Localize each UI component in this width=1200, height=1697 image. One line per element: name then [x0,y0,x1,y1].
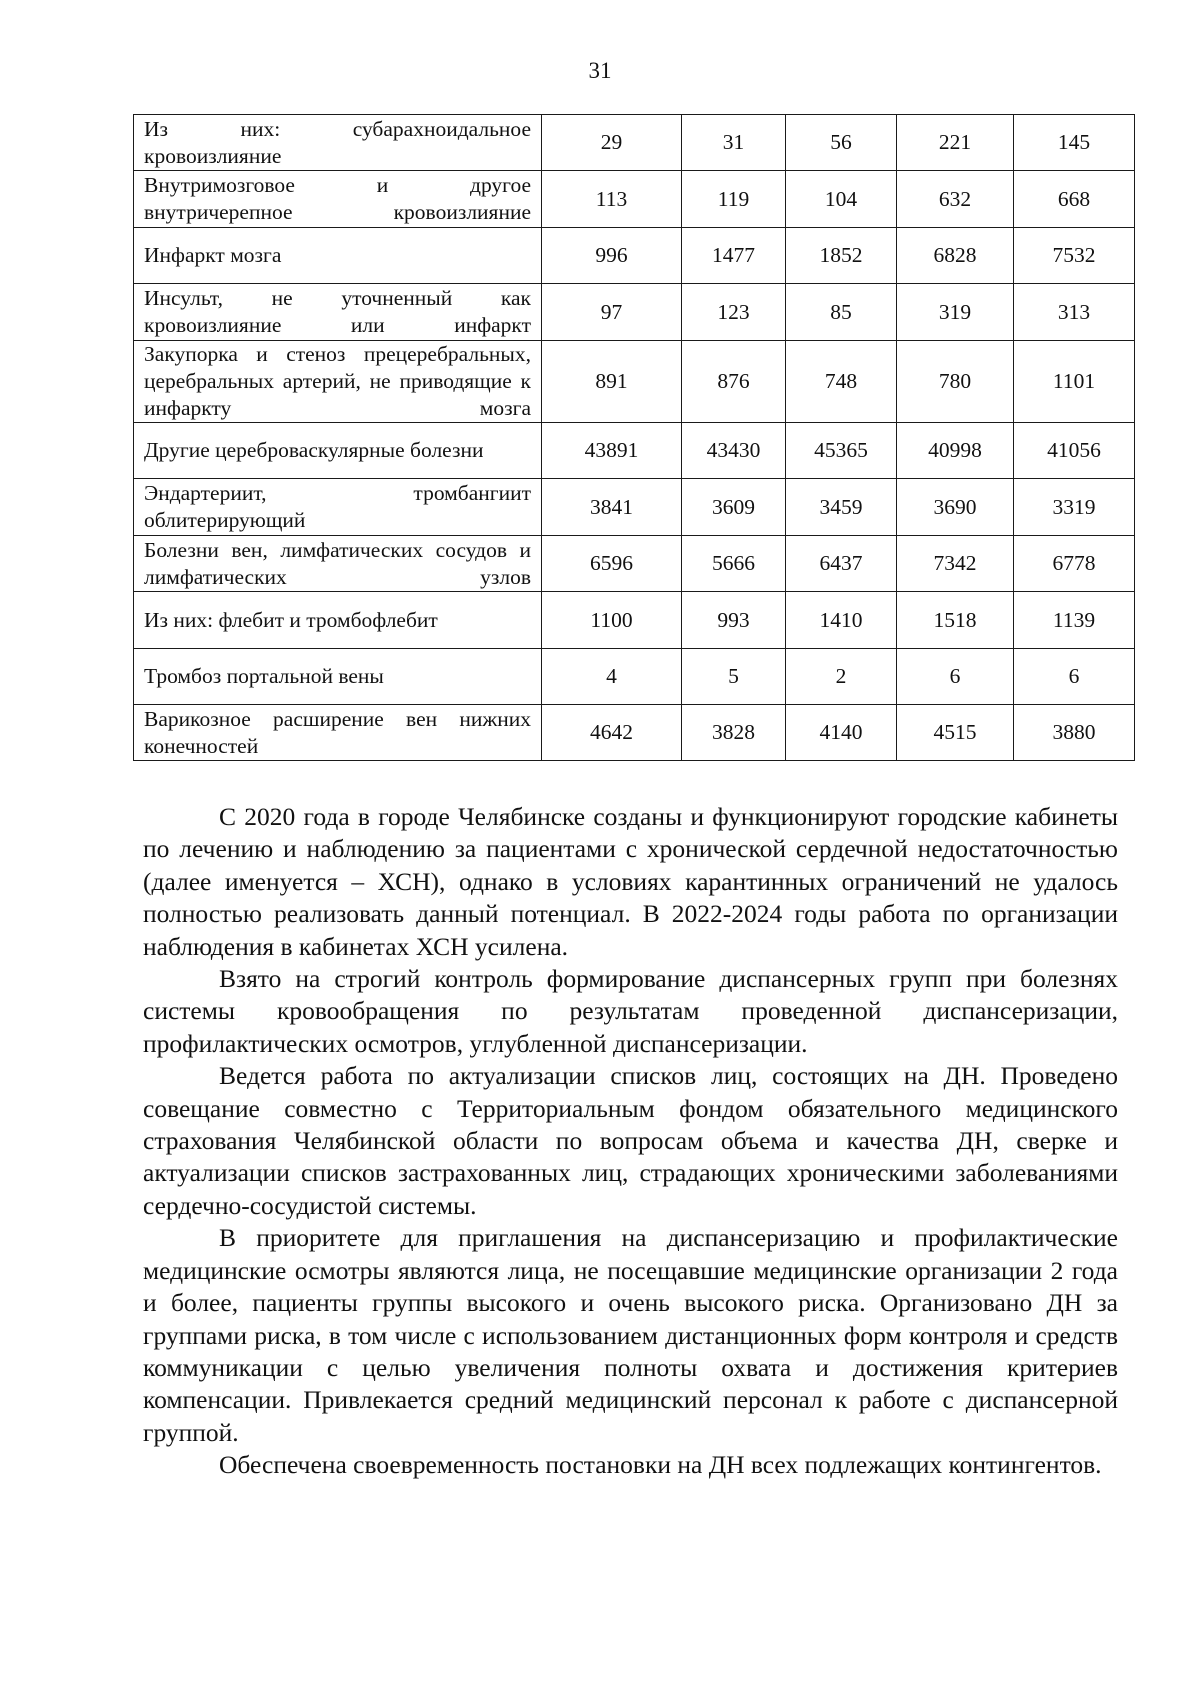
row-value: 313 [1014,284,1135,341]
row-value: 1101 [1014,341,1135,423]
row-value: 668 [1014,171,1135,228]
paragraph: Ведется работа по актуализации списков лиц, состоящих на ДН. Проведено совещание совместно с Территориальным фондом обязательного медицинского страхования Челябинской области по вопросам объема и качества ДН, сверке и актуализации списков застрахованных лиц, страдающих хроническими заболеваниями сердечно-сосудистой системы. [143,1061,1118,1220]
row-label: Из них: субарахноидальное кровоизлияние [134,115,542,171]
row-label: Тромбоз портальной вены [134,649,542,705]
row-value: 97 [542,284,682,341]
row-value: 3880 [1014,705,1135,761]
row-value: 4515 [897,705,1014,761]
row-value: 1410 [786,592,897,649]
row-label: Болезни вен, лимфатических сосудов и лимфатических узлов [134,536,542,592]
row-value: 6 [1014,649,1135,705]
row-value: 5 [682,649,786,705]
row-value: 6778 [1014,536,1135,592]
row-value: 4140 [786,705,897,761]
row-label: Из них: флебит и тромбофлебит [134,592,542,649]
row-label: Другие цереброваскулярные болезни [134,423,542,479]
table-row [134,649,1135,705]
row-value: 3609 [682,479,786,536]
row-value: 3459 [786,479,897,536]
table-row [134,284,1135,341]
table-row [134,705,1135,761]
row-value: 221 [897,115,1014,171]
table-row [134,423,1135,479]
statistics-table [133,114,1135,761]
table-body [134,115,1135,761]
row-value: 113 [542,171,682,228]
row-value: 319 [897,284,1014,341]
row-value: 5666 [682,536,786,592]
row-value: 56 [786,115,897,171]
row-value: 4 [542,649,682,705]
paragraph: С 2020 года в городе Челябинске созданы и функционируют городские кабинеты по лечению и наблюдению за пациентами с хронической сердечной недостаточностью (далее именуется – ХСН), однако в условиях карантинных ограничений не удалось полностью реализовать данный потенциал. В 2022-2024 годы работа по организации наблюдения в кабинетах ХСН усилена. [143,802,1118,961]
row-value: 3319 [1014,479,1135,536]
row-label: Инсульт, не уточненный как кровоизлияние или инфаркт [134,284,542,341]
row-value: 876 [682,341,786,423]
row-value: 1100 [542,592,682,649]
row-value: 3828 [682,705,786,761]
table-row [134,536,1135,592]
paragraph: Обеспечена своевременность постановки на ДН всех подлежащих контингентов. [219,1450,1102,1480]
row-value: 1477 [682,228,786,284]
row-value: 1852 [786,228,897,284]
row-value: 1139 [1014,592,1135,649]
row-value: 43430 [682,423,786,479]
row-value: 6828 [897,228,1014,284]
row-label: Варикозное расширение вен нижних конечностей [134,705,542,761]
row-value: 993 [682,592,786,649]
row-value: 3841 [542,479,682,536]
table-row [134,592,1135,649]
row-value: 6 [897,649,1014,705]
paragraph: В приоритете для приглашения на диспансеризацию и профилактические медицинские осмотры являются лица, не посещавшие медицинские организации 2 года и более, пациенты группы высокого и очень высокого риска. Организовано ДН за группами риска, в том числе с использованием дистанционных форм контроля и средств коммуникации с целью увеличения полноты охвата и достижения критериев компенсации. Привлекается средний медицинский персонал к работе с диспансерной группой. [143,1223,1118,1447]
row-value: 31 [682,115,786,171]
row-value: 41056 [1014,423,1135,479]
row-value: 3690 [897,479,1014,536]
row-value: 891 [542,341,682,423]
row-value: 748 [786,341,897,423]
document-body [143,801,1118,1482]
row-value: 6596 [542,536,682,592]
table-row [134,341,1135,423]
table-row [134,479,1135,536]
paragraph: Взято на строгий контроль формирование диспансерных групп при болезнях системы кровообращения по результатам проведенной диспансеризации, профилактических осмотров, углубленной диспансеризации. [143,964,1118,1058]
row-value: 119 [682,171,786,228]
row-value: 780 [897,341,1014,423]
row-label: Инфаркт мозга [134,228,542,284]
row-value: 4642 [542,705,682,761]
row-value: 29 [542,115,682,171]
row-value: 85 [786,284,897,341]
table-row [134,171,1135,228]
row-value: 2 [786,649,897,705]
table-row [134,115,1135,171]
row-label: Внутримозговое и другое внутричерепное кровоизлияние [134,171,542,228]
page-number: 31 [588,58,612,83]
row-value: 1518 [897,592,1014,649]
row-label: Закупорка и стеноз прецеребральных, церебральных артерий, не приводящие к инфаркту мозга [134,341,542,423]
row-value: 45365 [786,423,897,479]
row-value: 104 [786,171,897,228]
row-value: 123 [682,284,786,341]
row-label: Эндартериит, тромбангиит облитерирующий [134,479,542,536]
row-value: 7342 [897,536,1014,592]
table-row [134,228,1135,284]
row-value: 6437 [786,536,897,592]
row-value: 7532 [1014,228,1135,284]
row-value: 40998 [897,423,1014,479]
row-value: 996 [542,228,682,284]
row-value: 43891 [542,423,682,479]
row-value: 145 [1014,115,1135,171]
row-value: 632 [897,171,1014,228]
